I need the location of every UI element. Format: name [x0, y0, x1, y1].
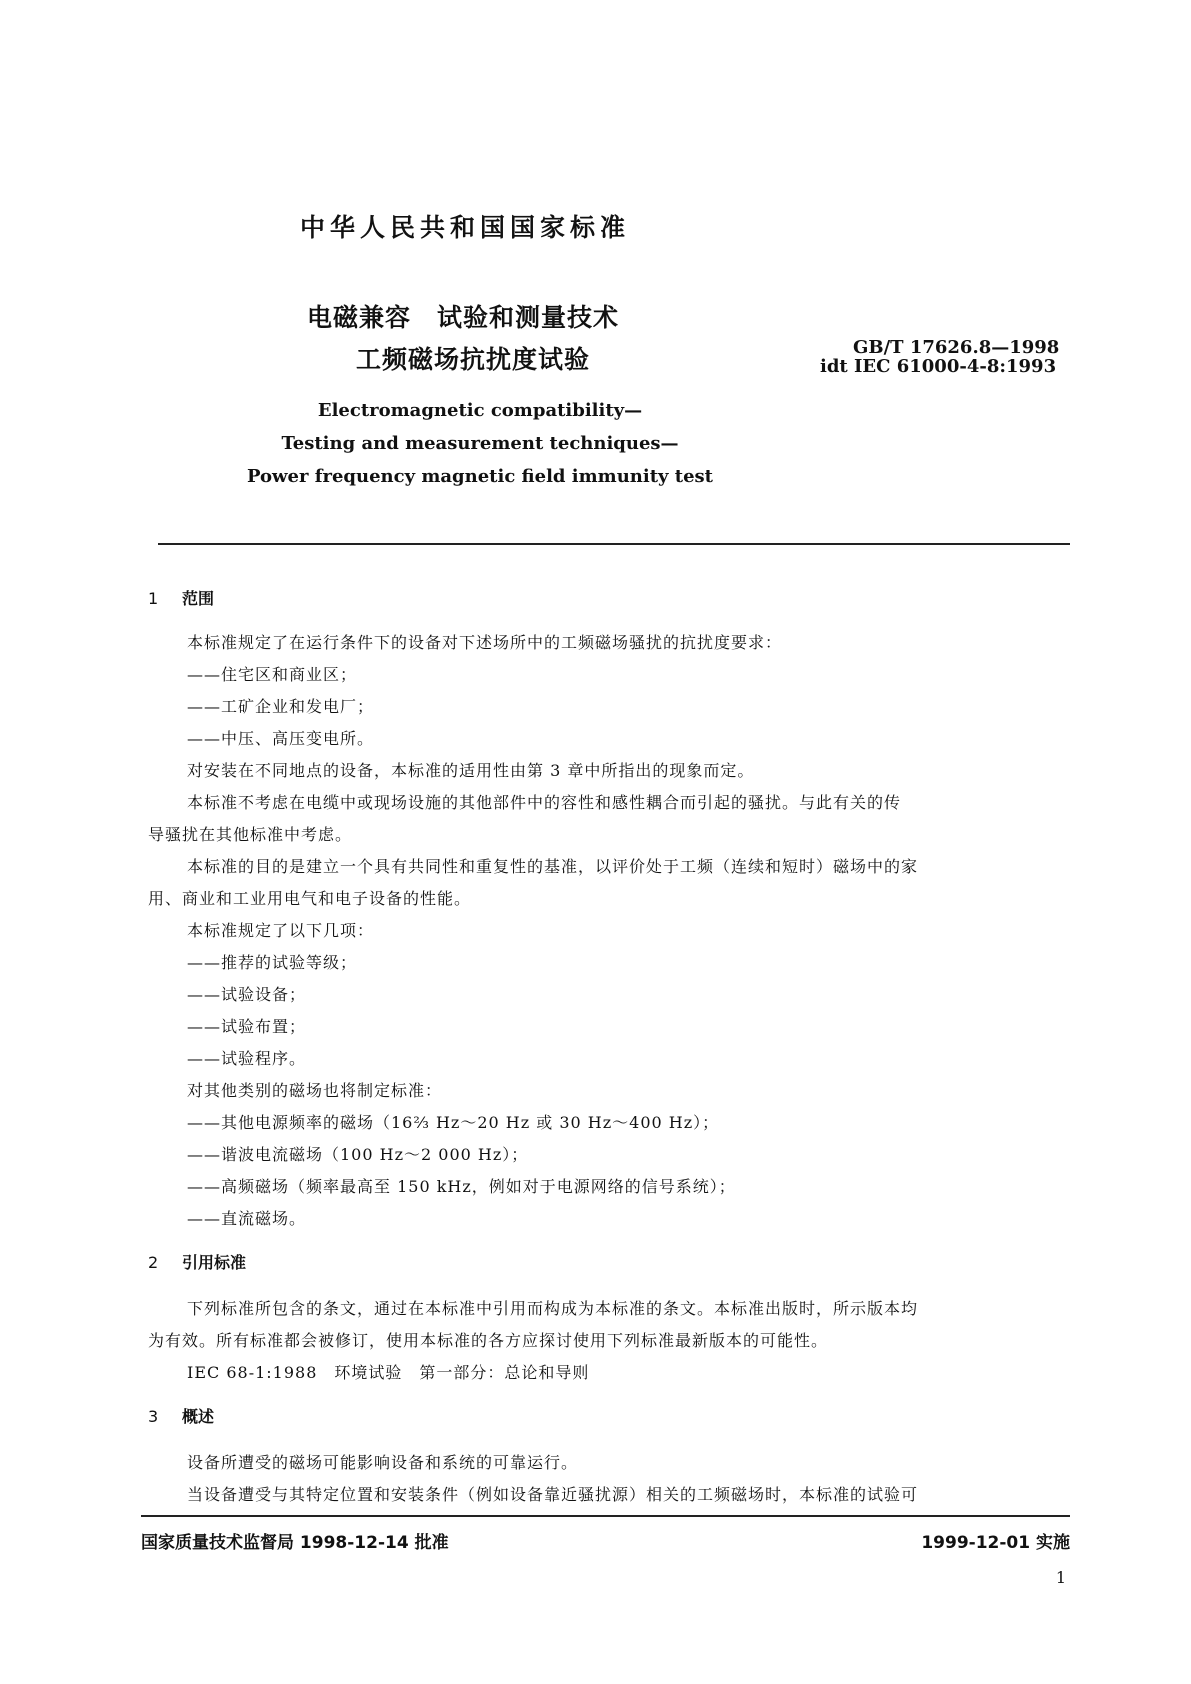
title-cn-line2: 工频磁场抗扰度试验 — [356, 345, 591, 374]
list-item: ——住宅区和商业区； — [187, 665, 358, 684]
list-item: ——高频磁场（频率最高至 150 kHz，例如对于电源网络的信号系统）； — [187, 1177, 736, 1196]
section-number: 3 — [148, 1407, 159, 1426]
header-divider — [158, 543, 1070, 545]
page-number: 1 — [1055, 1568, 1066, 1587]
title-en-line1: Electromagnetic compatibility— — [317, 400, 643, 421]
list-item: ——中压、高压变电所。 — [187, 729, 375, 748]
section-3-heading — [148, 1404, 214, 1427]
list-item: ——谐波电流磁场（100 Hz～2 000 Hz）； — [187, 1145, 529, 1164]
approval-date: 国家质量技术监督局 1998-12-14 批准 — [141, 1533, 449, 1553]
implementation-date: 1999-12-01 实施 — [921, 1533, 1070, 1553]
list-item: ——推荐的试验等级； — [187, 953, 358, 972]
list-item: ——试验程序。 — [187, 1049, 307, 1068]
paragraph: 对安装在不同地点的设备，本标准的适用性由第 3 章中所指出的现象而定。 — [187, 761, 755, 780]
section-1-heading — [148, 586, 214, 609]
list-item: ——工矿企业和发电厂； — [187, 697, 375, 716]
section-number: 1 — [148, 589, 159, 608]
title-cn-line1: 电磁兼容 试验和测量技术 — [307, 303, 620, 332]
idt-reference: idt IEC 61000-4-8:1993 — [820, 356, 1057, 377]
paragraph-continuation: 用、商业和工业用电气和电子设备的性能。 — [148, 889, 472, 908]
paragraph: 当设备遭受与其特定位置和安装条件（例如设备靠近骚扰源）相关的工频磁场时，本标准的试验可 — [187, 1485, 919, 1504]
section-2-heading — [148, 1250, 246, 1273]
list-item: ——试验布置； — [187, 1017, 307, 1036]
list-item: ——试验设备； — [187, 985, 307, 1004]
list-item: ——其他电源频率的磁场（16⅔ Hz～20 Hz 或 30 Hz～400 Hz）； — [187, 1113, 720, 1132]
paragraph-continuation: 为有效。所有标准都会被修订，使用本标准的各方应探讨使用下列标准最新版本的可能性。 — [148, 1331, 829, 1350]
section-title: 概述 — [182, 1407, 215, 1426]
paragraph-continuation: 导骚扰在其他标准中考虑。 — [148, 825, 353, 844]
paragraph: 本标准规定了以下几项： — [187, 921, 375, 940]
paragraph: 本标准的目的是建立一个具有共同性和重复性的基准，以评价处于工频（连续和短时）磁场中的家 — [187, 857, 919, 876]
national-standard-heading: 中华人民共和国国家标准 — [300, 213, 631, 242]
paragraph: 下列标准所包含的条文，通过在本标准中引用而构成为本标准的条文。本标准出版时，所示版本均 — [187, 1299, 919, 1318]
section-title: 范围 — [182, 589, 215, 608]
paragraph: 本标准不考虑在电缆中或现场设施的其他部件中的容性和感性耦合而引起的骚扰。与此有关的传 — [187, 793, 902, 812]
list-item: ——直流磁场。 — [187, 1209, 307, 1228]
title-en-line3: Power frequency magnetic field immunity test — [247, 466, 713, 487]
footer-divider — [141, 1515, 1070, 1517]
reference-item: IEC 68-1:1988 环境试验 第一部分：总论和导则 — [187, 1363, 590, 1382]
section-number: 2 — [148, 1253, 159, 1272]
paragraph: 设备所遭受的磁场可能影响设备和系统的可靠运行。 — [187, 1453, 579, 1472]
standard-number: GB/T 17626.8—1998 — [853, 337, 1060, 358]
title-en-line2: Testing and measurement techniques— — [281, 433, 679, 454]
paragraph: 本标准规定了在运行条件下的设备对下述场所中的工频磁场骚扰的抗扰度要求： — [187, 633, 783, 652]
section-title: 引用标准 — [182, 1253, 247, 1272]
paragraph: 对其他类别的磁场也将制定标准： — [187, 1081, 443, 1100]
